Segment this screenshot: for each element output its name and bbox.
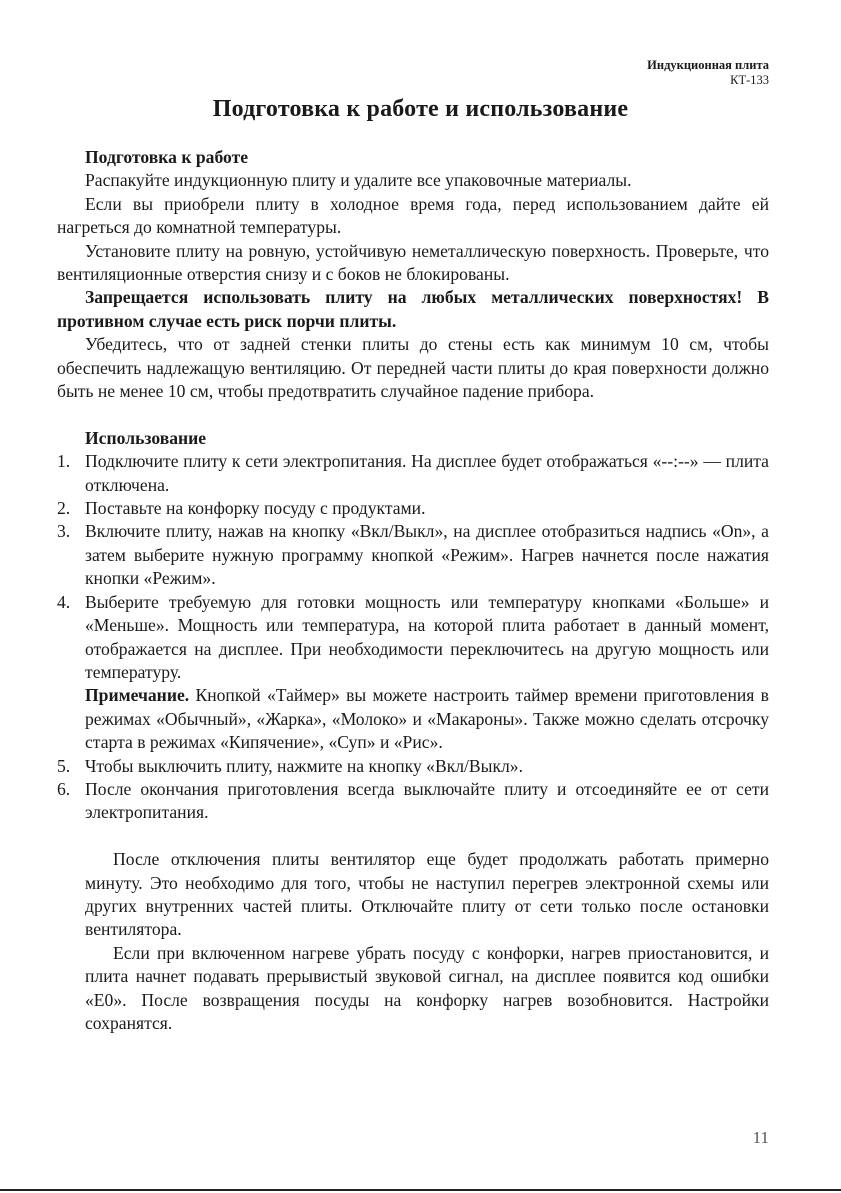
step-text: После окончания приготовления всегда выключайте плиту и отсоединяйте ее от сети электропитания. bbox=[85, 778, 769, 823]
step-number: 5. bbox=[57, 755, 71, 776]
paragraph: Если при включенном нагреве убрать посуду с конфорки, нагрев приостановится, и плита начнет подавать прерывистый звуковой сигнал, на дисплее появится код ошибки «Е0». После возвращения посуды на конфорку нагрев возобновится. Настройки сохранятся. bbox=[85, 942, 769, 1033]
note-label: Примечание. bbox=[85, 685, 190, 706]
usage-steps-list bbox=[57, 450, 769, 684]
section-heading-preparation: Подготовка к работе bbox=[85, 147, 249, 167]
list-item bbox=[57, 497, 769, 520]
step-text: Подключите плиту к сети электропитания. На дисплее будет отображаться «--:--» — плита отключена. bbox=[85, 451, 769, 495]
paragraph: После отключения плиты вентилятор еще будет продолжать работать примерно минуту. Это необходимо для того, чтобы не наступил перегрев электронной схемы или других внутренних частей плиты. Отключайте плиту от сети только после остановки вентилятора. bbox=[85, 849, 769, 940]
step-text: Чтобы выключить плиту, нажмите на кнопку «Вкл/Выкл». bbox=[85, 755, 524, 776]
list-item bbox=[57, 778, 769, 825]
step-number: 6. bbox=[57, 778, 71, 799]
step-text: Выберите требуемую для готовки мощность или температуру кнопками «Больше» и «Меньше». Мощность или температура, на которой плита работает в данный момент, отображается на дисплее. При необходимости переключитесь на другую мощность или температуру. bbox=[85, 591, 769, 682]
header-product-name: Индукционная плита bbox=[647, 58, 769, 72]
list-item bbox=[57, 520, 769, 590]
list-item bbox=[57, 591, 769, 685]
step-text: Включите плиту, нажав на кнопку «Вкл/Выкл», на дисплее отобразиться надпись «On», а затем выберите нужную программу кнопкой «Режим». Нагрев начнется после нажатия кнопки «Режим». bbox=[85, 521, 769, 589]
step-number: 2. bbox=[57, 498, 71, 519]
list-item bbox=[57, 450, 769, 497]
paragraph: Установите плиту на ровную, устойчивую неметаллическую поверхность. Проверьте, что вентиляционные отверстия снизу и с боков не блокированы. bbox=[57, 240, 769, 285]
usage-steps-list-continued bbox=[57, 755, 769, 825]
warning-paragraph: Запрещается использовать плиту на любых металлических поверхностях! В противном случае есть риск порчи плиты. bbox=[57, 287, 769, 331]
paragraph: Распакуйте индукционную плиту и удалите все упаковочные материалы. bbox=[85, 170, 632, 191]
step-text: Поставьте на конфорку посуду с продуктами. bbox=[85, 498, 426, 519]
header-model-number: КТ-133 bbox=[730, 73, 769, 87]
step-number: 3. bbox=[57, 521, 71, 542]
step-number: 4. bbox=[57, 591, 71, 612]
list-item bbox=[57, 755, 769, 778]
note-text: Кнопкой «Таймер» вы можете настроить таймер времени приготовления в режимах «Обычный», «Жарка», «Молоко» и «Макароны». Также можно сделать отсрочку старта в режимах «Кипячение», «Суп» и «Рис». bbox=[85, 685, 769, 753]
step-number: 1. bbox=[57, 451, 71, 472]
document-body bbox=[57, 146, 769, 1035]
page-header bbox=[647, 58, 769, 88]
paragraph: Если вы приобрели плиту в холодное время года, перед использованием дайте ей нагреться до комнатной температуры. bbox=[57, 193, 769, 238]
paragraph: Убедитесь, что от задней стенки плиты до стены есть как минимум 10 см, чтобы обеспечить надлежащую вентиляцию. От передней части плиты до края поверхности должно быть не менее 10 см, чтобы предотвратить случайное падение прибора. bbox=[57, 334, 769, 402]
page-number: 11 bbox=[752, 1128, 769, 1147]
page-title: Подготовка к работе и использование bbox=[212, 96, 629, 122]
bottom-divider bbox=[0, 1189, 841, 1191]
note-paragraph bbox=[57, 684, 769, 754]
section-heading-usage: Использование bbox=[85, 427, 207, 448]
